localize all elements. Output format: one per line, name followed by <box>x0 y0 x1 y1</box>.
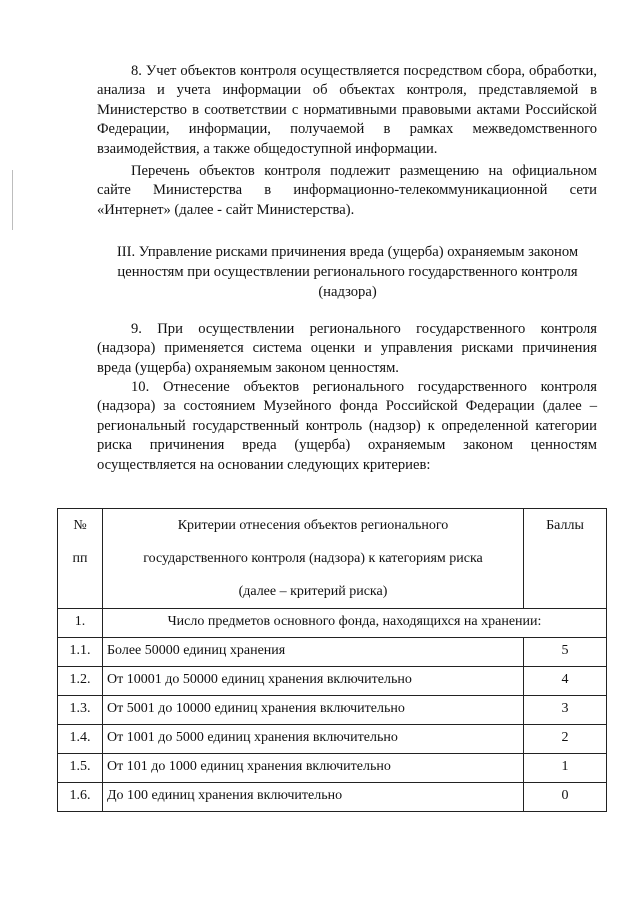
paragraph-8-continuation: Перечень объектов контроля подлежит размещению на официальном сайте Министерства в информационно-телекоммуникационной сети «Интернет» (далее - сайт Министерства). <box>97 163 597 218</box>
table-group-row <box>58 609 607 638</box>
table-row <box>58 667 607 696</box>
table-header-row <box>58 509 607 609</box>
paragraph-10: 10. Отнесение объектов регионального государственного контроля (надзора) за состоянием Музейного фонда Российской Федерации (далее – региональный государственный контроль (надзор) к определенной категории риска причинения вреда (ущерба) охраняемым законом ценностям осуществляется на основании следующих критериев: <box>97 379 597 473</box>
row-number: 1.6. <box>58 783 103 812</box>
row-criterion: От 10001 до 50000 единиц хранения включительно <box>103 667 524 696</box>
header-number-line2: пп <box>72 551 88 566</box>
risk-criteria-table <box>57 508 607 812</box>
row-criterion: До 100 единиц хранения включительно <box>103 783 524 812</box>
table-row <box>58 725 607 754</box>
scan-edge-mark <box>12 170 13 230</box>
row-number: 1.1. <box>58 638 103 667</box>
row-number: 1.4. <box>58 725 103 754</box>
header-criteria-line3: (далее – критерий риска) <box>238 584 388 599</box>
header-criteria-line1: Критерии отнесения объектов регионального <box>177 518 449 533</box>
row-number: 1.3. <box>58 696 103 725</box>
row-score: 5 <box>524 638 607 667</box>
paragraph-9: 9. При осуществлении регионального государственного контроля (надзора) применяется система оценки и управления рисками причинения вреда (ущерба) охраняемым законом ценностям. <box>97 321 597 376</box>
header-number-line1: № <box>73 518 87 533</box>
row-number: 1.2. <box>58 667 103 696</box>
table-row <box>58 754 607 783</box>
section-heading-3: III. Управление рисками причинения вреда (ущерба) охраняемым законом ценностям при осуществлении регионального государственного контроля (надзора) <box>116 244 579 300</box>
row-number: 1.5. <box>58 754 103 783</box>
header-number <box>58 509 103 609</box>
header-criteria-line2: государственного контроля (надзора) к категориям риска <box>143 551 483 566</box>
paragraph-8: 8. Учет объектов контроля осуществляется посредством сбора, обработки, анализа и учета информации об объектах контроля, представляемой в Министерство в соответствии с нормативными правовыми актами Российской Федерации, информации, получаемой в рамках межведомственного взаимодействия, а также общедоступной информации. <box>97 63 597 157</box>
group-number: 1. <box>58 609 103 638</box>
row-criterion: От 1001 до 5000 единиц хранения включительно <box>103 725 524 754</box>
row-score: 2 <box>524 725 607 754</box>
row-score: 1 <box>524 754 607 783</box>
row-criterion: От 5001 до 10000 единиц хранения включительно <box>103 696 524 725</box>
table-row <box>58 783 607 812</box>
table-row <box>58 638 607 667</box>
row-score: 4 <box>524 667 607 696</box>
header-score: Баллы <box>524 509 607 609</box>
group-title: Число предметов основного фонда, находящихся на хранении: <box>103 609 607 638</box>
row-criterion: Более 50000 единиц хранения <box>103 638 524 667</box>
header-criteria <box>103 509 524 609</box>
row-score: 0 <box>524 783 607 812</box>
table-row <box>58 696 607 725</box>
row-criterion: От 101 до 1000 единиц хранения включительно <box>103 754 524 783</box>
row-score: 3 <box>524 696 607 725</box>
